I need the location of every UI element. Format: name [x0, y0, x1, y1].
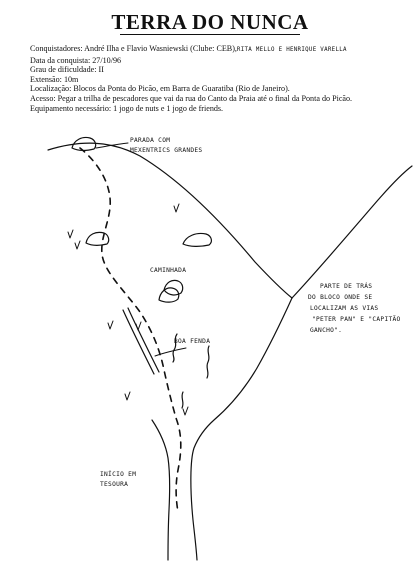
rock-lower-left-edge — [152, 420, 170, 560]
label-caminhada: CAMINHADA — [150, 267, 187, 274]
label-parte-line-2: DO BLOCO ONDE SE — [308, 294, 373, 301]
vegetation-marks — [68, 204, 188, 415]
route-line — [80, 148, 181, 512]
label-inicio-line-2: TESOURA — [100, 481, 129, 488]
label-parte-line-5: GANCHO". — [310, 327, 343, 334]
label-inicio-line-1: INÍCIO EM — [100, 471, 137, 478]
label-boa-fenda: BOA FENDA — [174, 338, 211, 345]
localizacao: Localização: Blocos da Ponta do Picão, em Barra de Guaratiba (Rio de Janeiro). — [30, 84, 290, 94]
label-parte-line-3: LOCALIZAM AS VIAS — [310, 305, 379, 312]
rock-mark-3 — [182, 392, 183, 408]
crack-line-1 — [123, 310, 154, 374]
data-conquista: Data da conquista: 27/10/96 — [30, 55, 122, 65]
label-parte-line-1: PARTE DE TRÁS — [320, 283, 373, 290]
block-left — [86, 232, 109, 245]
conquistadores-handwritten: RITA MELLO E HENRIQUE VARELLA — [236, 47, 347, 53]
block-center — [183, 233, 211, 246]
acesso: Acesso: Pegar a trilha de pescadores que vai da rua do Canto da Praia até o final da Ponta do Picão. — [30, 93, 353, 103]
rock-mark-2 — [207, 346, 209, 378]
label-inicio — [100, 470, 136, 490]
label-parte-line-4: "PETER PAN" E "CAPITÃO — [312, 316, 401, 323]
equipamento: Equipamento necessário: 1 jogo de nuts e 1 jogo de friends. — [30, 103, 224, 113]
label-parada — [130, 136, 202, 156]
extensao: Extensão: 10m — [30, 74, 79, 84]
background-ridge — [292, 166, 412, 298]
label-parada-line-1: PARADA COM — [130, 137, 171, 144]
page-title: TERRA DO NUNCA — [111, 10, 309, 34]
conquistadores-text: Conquistadores: André Ilha e Flavio Wasniewski (Clube: CEB), — [30, 44, 237, 53]
grau-dificuldade: Grau de dificuldade: II — [30, 65, 104, 75]
label-parte-de-tras — [308, 281, 401, 336]
label-parada-line-2: MEXENTRICS GRANDES — [130, 147, 203, 154]
